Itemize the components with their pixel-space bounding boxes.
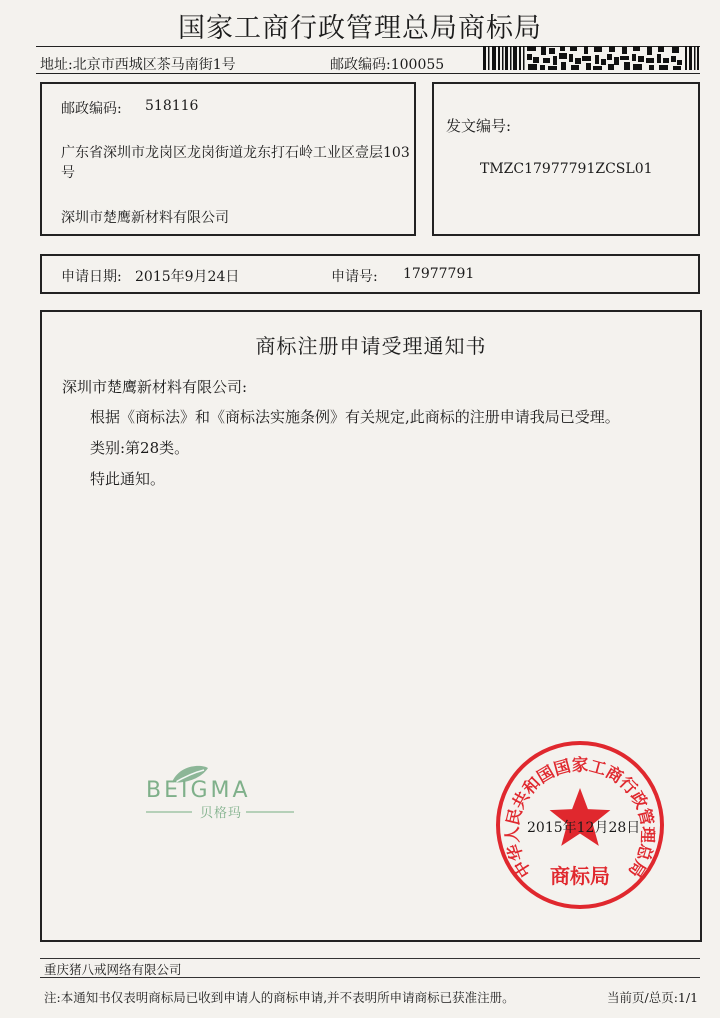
barcode-icon xyxy=(483,44,699,72)
recipient-postcode-value: 518116 xyxy=(145,98,199,114)
dispatch-number-value: TMZC17977791ZCSL01 xyxy=(480,161,653,177)
header-divider-bottom xyxy=(36,73,700,74)
notice-date: 2015年12月28日 xyxy=(527,820,641,836)
beigma-logo xyxy=(142,762,302,822)
footer-divider-bottom xyxy=(40,977,700,978)
seal-ring-text: 中华人民共和国国家工商行政管理总局 xyxy=(502,755,658,881)
dispatch-number-label: 发文编号: xyxy=(446,117,512,135)
recipient-address-line2: 号 xyxy=(61,165,75,181)
footer-divider-top xyxy=(40,958,700,959)
notice-closing: 特此通知。 xyxy=(90,470,166,488)
recipient-company: 深圳市楚鹰新材料有限公司 xyxy=(61,210,229,226)
application-date-label: 申请日期: xyxy=(61,269,122,285)
document-title: 国家工商行政管理总局商标局 xyxy=(178,13,542,44)
logo-brand-text: BEIGMA xyxy=(146,778,251,803)
notice-paragraph: 根据《商标法》和《商标法实施条例》有关规定,此商标的注册申请我局已受理。 xyxy=(90,408,620,426)
logo-brand-cn: 贝格玛 xyxy=(200,806,243,821)
application-number-label: 申请号: xyxy=(331,269,378,285)
dispatch-box xyxy=(432,82,700,236)
application-number-value: 17977791 xyxy=(403,266,475,282)
application-info-box xyxy=(40,254,700,294)
application-date-value: 2015年9月24日 xyxy=(135,269,240,285)
seal-center-text: 商标局 xyxy=(550,864,610,888)
notice-title: 商标注册申请受理通知书 xyxy=(255,334,487,358)
notice-category: 类别:第28类。 xyxy=(90,439,190,457)
office-postcode: 邮政编码:100055 xyxy=(330,57,445,73)
recipient-box xyxy=(40,82,416,236)
footer-page-count: 当前页/总页:1/1 xyxy=(607,990,699,1005)
notice-salutation: 深圳市楚鹰新材料有限公司: xyxy=(62,378,248,396)
recipient-postcode-label: 邮政编码: xyxy=(61,101,122,117)
footer-note: 注:本通知书仅表明商标局已收到申请人的商标申请,并不表明所申请商标已获准注册。 xyxy=(44,990,515,1005)
footer-company: 重庆猪八戒网络有限公司 xyxy=(44,962,182,977)
office-address: 地址:北京市西城区茶马南街1号 xyxy=(40,57,236,73)
recipient-address-line1: 广东省深圳市龙岗区龙岗街道龙东打石岭工业区壹层103 xyxy=(61,145,410,161)
